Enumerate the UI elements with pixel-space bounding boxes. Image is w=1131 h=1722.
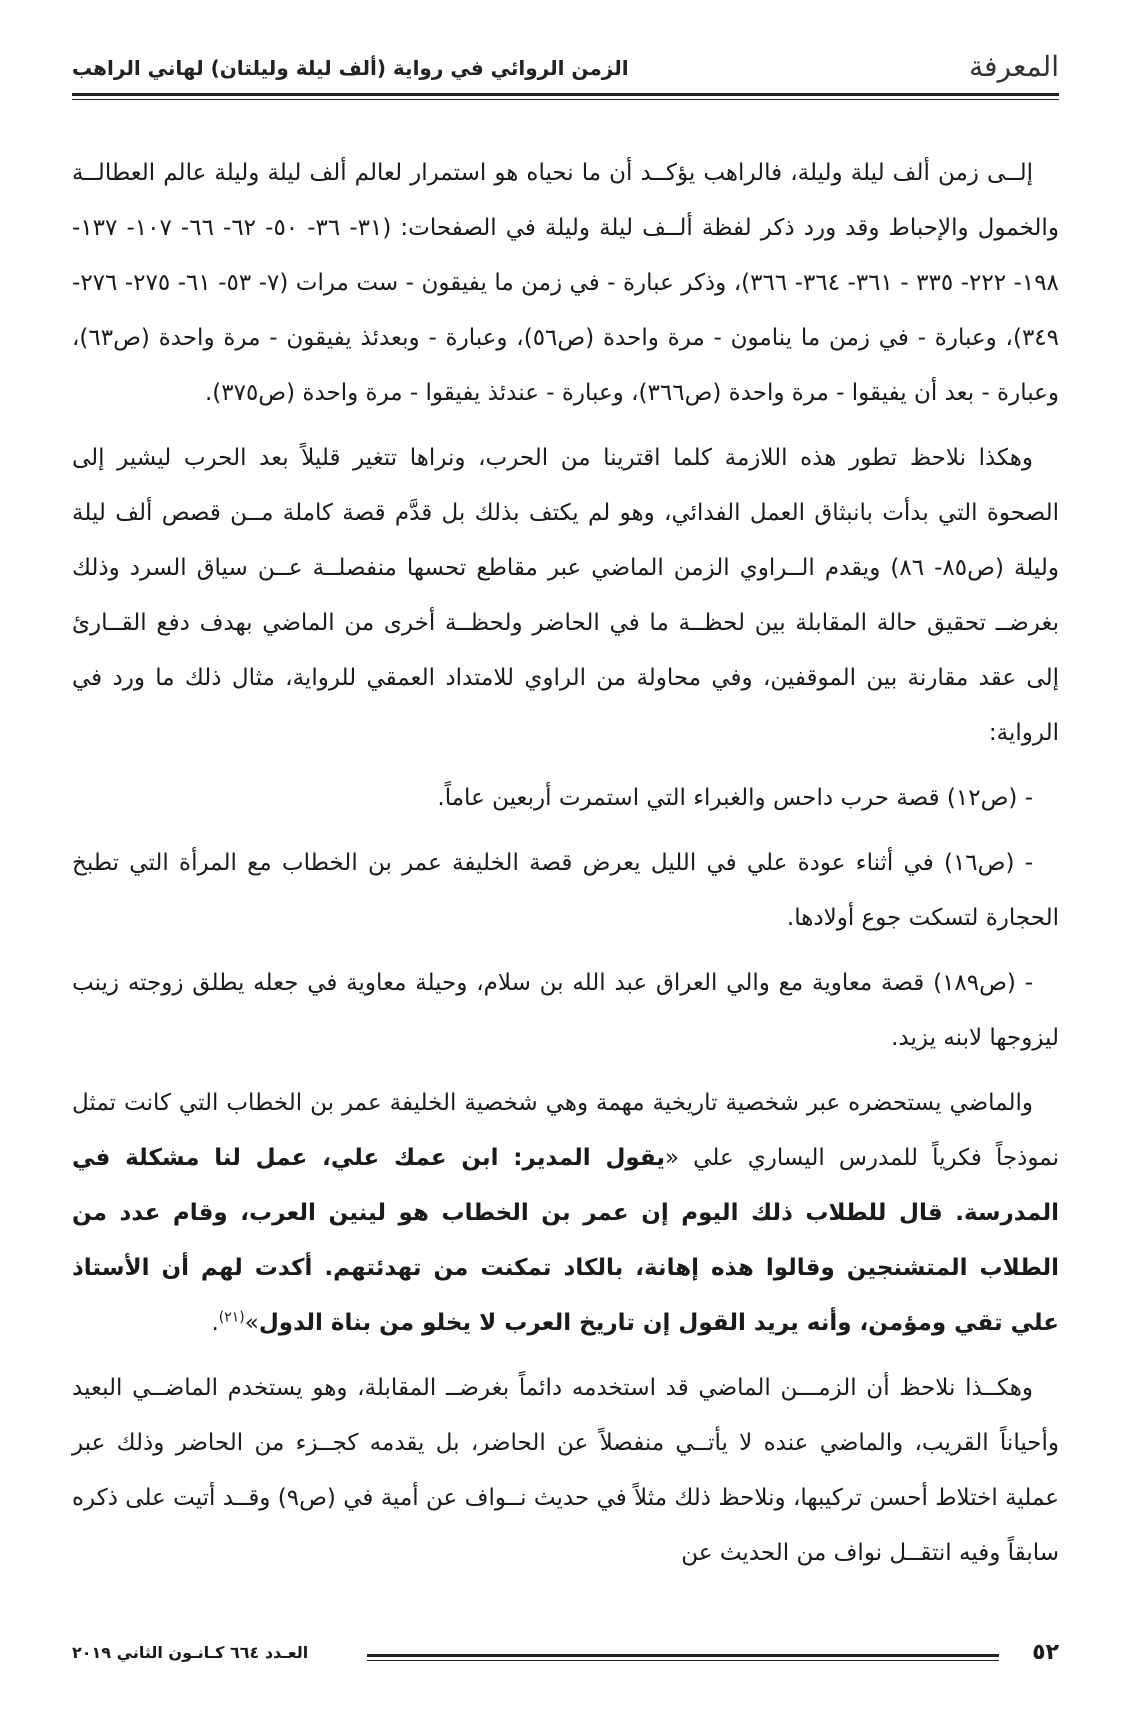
paragraph-1: إلــى زمن ألف ليلة وليلة، فالراهب يؤكــد أن ما نحياه هو استمرار لعالم ألف ليلة وليلة عالم العطالــة والخمول والإحباط وقد ورد ذكر لفظة ألــف ليلة وليلة في الصفحات: (٣١- ٣٦- ٥٠- ٦٢- ٦٦- ١٠٧- ١٣٧- ١٩٨- ٢٢٢- ٣٣٥ - ٣٦١- ٣٦٤- ٣٦٦)، وذكر عبارة - في زمن ما يفيقون - ست مرات (٧- ٥٣- ٦١- ٢٧٥- ٢٧٦- ٣٤٩)، وعبارة - في زمن ما ينامون - مرة واحدة (ص٥٦)، وعبارة - وبعدئذ يفيقون - مرة واحدة (ص٦٣)، وعبارة - بعد أن يفيقوا - مرة واحدة (ص٣٦٦)، وعبارة - عندئذ يفيقوا - مرة واحدة (ص٣٧٥). (72, 160, 1059, 406)
header-rule-thick (72, 93, 1059, 96)
header-rule-thin (72, 99, 1059, 100)
footnote-ref: (٢١) (218, 1309, 245, 1326)
quote-close: » (244, 1310, 259, 1336)
list-item-1: - (ص١٢) قصة حرب داحس والغبراء التي استمرت أربعين عاماً. (437, 785, 1033, 811)
page-footer (72, 1640, 1059, 1670)
issue-info: العـدد ٦٦٤ كـانـون الثاني ٢٠١٩ (72, 1643, 309, 1662)
page-header (72, 48, 1059, 86)
paragraph-3 (72, 1076, 1059, 1351)
list-item-2: - (ص١٦) في أثناء عودة علي في الليل يعرض قصة الخليفة عمر بن الخطاب مع المرأة التي تطبخ الحجارة لتسكت جوع أولادها. (72, 850, 1059, 931)
paragraph-3-intro: والماضي يستحضره عبر شخصية تاريخية مهمة وهي شخصية الخليفة عمر بن الخطاب التي كانت تمثل نموذجاً فكرياً للمدرس اليساري علي « (72, 1090, 1059, 1171)
paragraph-4: وهكــذا نلاحظ أن الزمـــن الماضي قد استخدمه دائماً بغرضــ المقابلة، وهو يستخدم الماضــي البعيد وأحياناً القريب، والماضي عنده لا يأتــي منفصلاً عن الحاضر، بل يقدمه كجــزء من الحاضر وذلك عبر عملية اختلاط أحسن تركيبها، ونلاحظ ذلك مثلاً في حديث نــواف عن أمية في (ص٩) وقــد أتيت على ذكره سابقاً وفيه انتقــل نواف من الحديث عن (72, 1375, 1059, 1566)
footer-rule (367, 1654, 999, 1661)
list-item-3: - (ص١٨٩) قصة معاوية مع والي العراق عبد الله بن سلام، وحيلة معاوية في جعله يطلق زوجته زينب ليزوجها لابنه يزيد. (72, 970, 1059, 1051)
running-title: الزمن الروائي في رواية (ألف ليلة وليلتان) لهاني الراهب (72, 56, 629, 80)
bold-quote: يقول المدير: ابن عمك علي، عمل لنا مشكلة في المدرسة. قال للطلاب ذلك اليوم إن عمر بن الخطاب هو لينين العرب، وقام عدد من الطلاب المتشنجين وقالوا هذه إهانة، بالكاد تمكنت من تهدئتهم. أكدت لهم أن الأستاذ علي تقي ومؤمن، وأنه يريد القول إن تاريخ العرب لا يخلو من بناة الدول (72, 1145, 1059, 1336)
journal-logo: المعرفة (969, 50, 1059, 83)
paragraph-2: وهكذا نلاحظ تطور هذه اللازمة كلما اقترينا من الحرب، ونراها تتغير قليلاً بعد الحرب ليشير إلى الصحوة التي بدأت بانبثاق العمل الفدائي، وهو لم يكتف بذلك بل قدَّم قصة كاملة مــن قصص ألف ليلة وليلة (ص٨٥- ٨٦) ويقدم الــراوي الزمن الماضي عبر مقاطع تحسها منفصلــة عــن سياق السرد وذلك بغرضــ تحقيق حالة المقابلة بين لحظــة ما في الحاضر ولحظــة أخرى من الماضي بهدف دفع القــارئ إلى عقد مقارنة بين الموقفين، وفي محاولة من الراوي للامتداد العمقي للرواية، مثال ذلك ما ورد في الرواية: (72, 445, 1059, 746)
paragraph-3-end: . (211, 1310, 219, 1336)
page-number: ٥٢ (1032, 1640, 1059, 1665)
article-body (72, 146, 1059, 1591)
